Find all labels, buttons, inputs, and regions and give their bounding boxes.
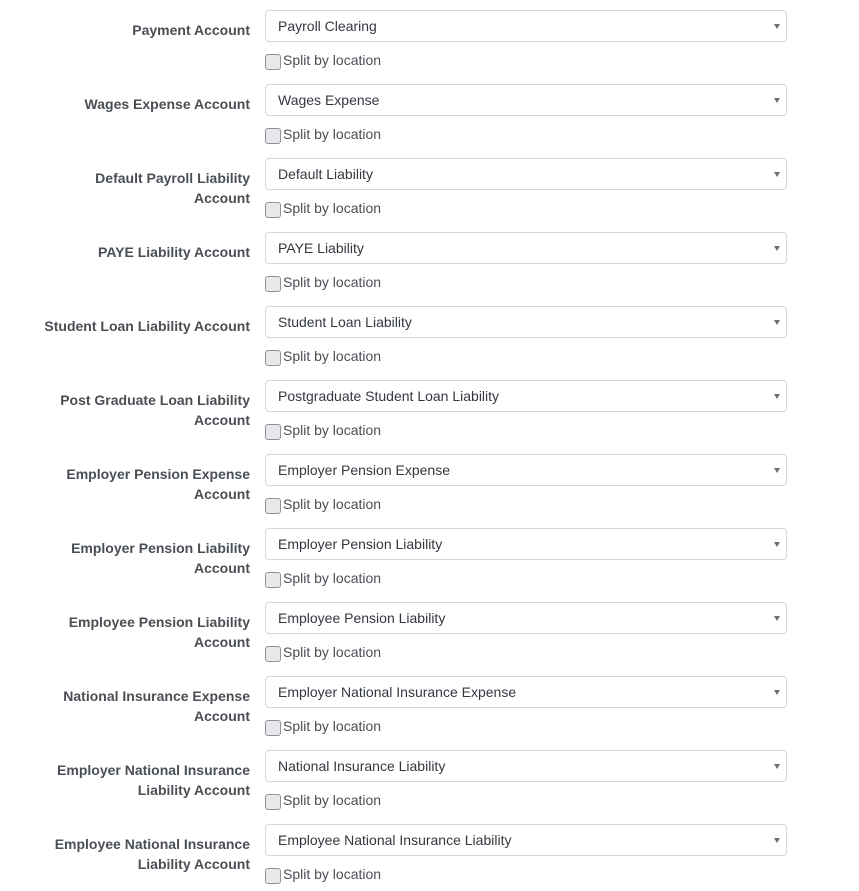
split-by-location-checkbox[interactable] — [265, 498, 281, 514]
split-by-location-label: Split by location — [283, 126, 382, 142]
select-value: Employee Pension Liability — [278, 610, 446, 626]
split-by-location-checkbox[interactable] — [265, 54, 281, 70]
caret-down-icon — [774, 690, 780, 695]
form-row-employee-national-insurance-liability-account — [0, 824, 859, 891]
split-by-location-label: Split by location — [283, 644, 382, 660]
select-value: National Insurance Liability — [278, 758, 446, 774]
caret-down-icon — [774, 394, 780, 399]
employer-pension-liability-account-select[interactable] — [265, 528, 787, 560]
split-by-location-option[interactable] — [265, 124, 381, 144]
caret-down-icon — [774, 320, 780, 325]
form-row-employee-pension-liability-account — [0, 602, 859, 676]
select-value: Wages Expense — [278, 92, 380, 108]
select-value: Employee National Insurance Liability — [278, 832, 512, 848]
split-by-location-checkbox[interactable] — [265, 720, 281, 736]
split-by-location-option[interactable] — [265, 494, 381, 514]
split-by-location-checkbox[interactable] — [265, 646, 281, 662]
select-value: PAYE Liability — [278, 240, 364, 256]
select-value: Employer Pension Liability — [278, 536, 443, 552]
post-graduate-loan-liability-account-select[interactable] — [265, 380, 787, 412]
split-by-location-label: Split by location — [283, 274, 382, 290]
employer-pension-expense-account-select[interactable] — [265, 454, 787, 486]
split-by-location-label: Split by location — [283, 422, 382, 438]
caret-down-icon — [774, 838, 780, 843]
form-row-employer-pension-liability-account — [0, 528, 859, 602]
split-by-location-checkbox[interactable] — [265, 202, 281, 218]
employee-pension-liability-account-select[interactable] — [265, 602, 787, 634]
field-label: Default Payroll Liability Account — [95, 170, 250, 206]
split-by-location-option[interactable] — [265, 272, 381, 292]
paye-liability-account-select[interactable] — [265, 232, 787, 264]
split-by-location-checkbox[interactable] — [265, 276, 281, 292]
split-by-location-label: Split by location — [283, 200, 382, 216]
form-row-payment-account — [0, 10, 859, 84]
student-loan-liability-account-select[interactable] — [265, 306, 787, 338]
field-label: Employer Pension Expense Account — [66, 466, 250, 502]
select-value: Student Loan Liability — [278, 314, 412, 330]
field-label: Student Loan Liability Account — [44, 318, 250, 334]
split-by-location-option[interactable] — [265, 346, 381, 366]
split-by-location-label: Split by location — [283, 496, 382, 512]
caret-down-icon — [774, 764, 780, 769]
form-row-national-insurance-expense-account — [0, 676, 859, 750]
split-by-location-checkbox[interactable] — [265, 128, 281, 144]
split-by-location-checkbox[interactable] — [265, 424, 281, 440]
caret-down-icon — [774, 246, 780, 251]
caret-down-icon — [774, 616, 780, 621]
account-mapping-form — [0, 10, 859, 891]
payment-account-select[interactable] — [265, 10, 787, 42]
field-label: Employee Pension Liability Account — [68, 614, 250, 650]
field-label: Payment Account — [132, 22, 250, 38]
form-row-post-graduate-loan-liability-account — [0, 380, 859, 454]
caret-down-icon — [774, 172, 780, 177]
form-row-employer-pension-expense-account — [0, 454, 859, 528]
split-by-location-checkbox[interactable] — [265, 794, 281, 810]
default-payroll-liability-account-select[interactable] — [265, 158, 787, 190]
split-by-location-option[interactable] — [265, 198, 381, 218]
field-label: Employer National Insurance Liability Account — [57, 762, 250, 798]
select-value: Employer National Insurance Expense — [278, 684, 517, 700]
caret-down-icon — [774, 542, 780, 547]
caret-down-icon — [774, 24, 780, 29]
field-label: Post Graduate Loan Liability Account — [60, 392, 250, 428]
split-by-location-option[interactable] — [265, 642, 381, 662]
select-value: Default Liability — [278, 166, 373, 182]
split-by-location-label: Split by location — [283, 718, 382, 734]
split-by-location-label: Split by location — [283, 866, 382, 882]
form-row-wages-expense-account — [0, 84, 859, 158]
split-by-location-checkbox[interactable] — [265, 350, 281, 366]
field-label: Employer Pension Liability Account — [71, 540, 250, 576]
split-by-location-option[interactable] — [265, 790, 381, 810]
field-label: National Insurance Expense Account — [63, 688, 250, 724]
form-row-employer-national-insurance-liability-account — [0, 750, 859, 824]
split-by-location-label: Split by location — [283, 570, 382, 586]
split-by-location-checkbox[interactable] — [265, 572, 281, 588]
field-label: Employee National Insurance Liability Account — [54, 836, 250, 872]
split-by-location-option[interactable] — [265, 864, 381, 884]
select-value: Postgraduate Student Loan Liability — [278, 388, 500, 404]
split-by-location-option[interactable] — [265, 568, 381, 588]
wages-expense-account-select[interactable] — [265, 84, 787, 116]
field-label: PAYE Liability Account — [98, 244, 250, 260]
caret-down-icon — [774, 98, 780, 103]
split-by-location-option[interactable] — [265, 50, 381, 70]
select-value: Payroll Clearing — [278, 18, 377, 34]
form-row-default-payroll-liability-account — [0, 158, 859, 232]
national-insurance-expense-account-select[interactable] — [265, 676, 787, 708]
split-by-location-option[interactable] — [265, 716, 381, 736]
split-by-location-option[interactable] — [265, 420, 381, 440]
split-by-location-checkbox[interactable] — [265, 868, 281, 884]
employer-national-insurance-liability-account-select[interactable] — [265, 750, 787, 782]
select-value: Employer Pension Expense — [278, 462, 450, 478]
field-label: Wages Expense Account — [84, 96, 250, 112]
split-by-location-label: Split by location — [283, 792, 382, 808]
caret-down-icon — [774, 468, 780, 473]
form-row-student-loan-liability-account — [0, 306, 859, 380]
split-by-location-label: Split by location — [283, 348, 382, 364]
employee-national-insurance-liability-account-select[interactable] — [265, 824, 787, 856]
form-row-paye-liability-account — [0, 232, 859, 306]
split-by-location-label: Split by location — [283, 52, 382, 68]
